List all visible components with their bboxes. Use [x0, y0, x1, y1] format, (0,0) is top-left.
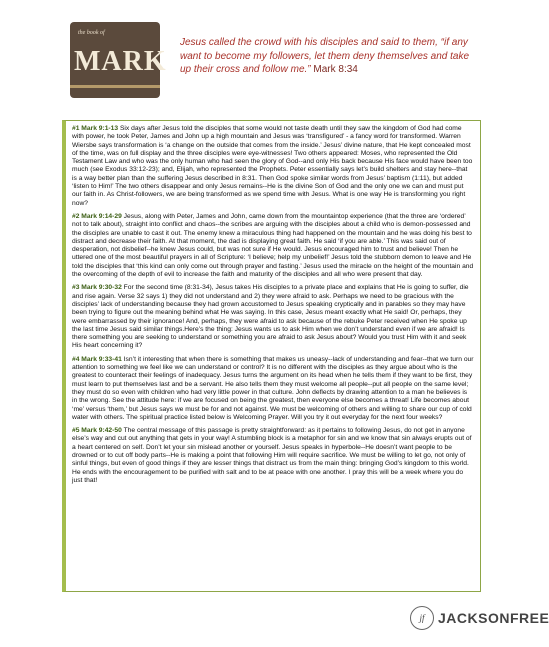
logo-stripe	[70, 85, 160, 88]
logo-title: MARK	[74, 46, 167, 77]
study-4-body: Isn’t it interesting that when there is something that makes us uneasy--lack of understanding and fear--that we turn our attention to something we feel like we can understand or control? It is no different with the disciples as they argue about who is the greatest to counteract their feelings of inadequacy. Jesus turns the argument on its head when he tells them if they want to be first, they must learn to put themselves last and be a servant. He also tells them they must welcome all people--put all people on the same level; they must do so even with children who had very little power in that culture. John deflects by drawing attention to a man he believes is in the wrong. See the attitude here: if we are focused on being the greatest, then everyone else becomes a threat! Life becomes about ‘me’ versus ‘them,’ but Jesus says we must be for and not against. We must be welcoming of others and willing to share our cup of cold water with others. The spiritual practice listed below is Welcoming Prayer. Will you try it out everyday for the next four weeks?	[72, 355, 474, 421]
quote-reference: Mark 8:34	[313, 64, 358, 75]
study-2	[72, 213, 474, 279]
book-of-mark-logo	[70, 22, 167, 98]
study-5	[72, 427, 474, 485]
quote-text: Jesus called the crowd with his disciples and said to them, “if any want to become my followers, let them deny themselves and take up their cross and follow me.”	[180, 37, 470, 75]
study-5-body: The central message of this passage is pretty straightforward: as it pertains to following Jesus, do not get in anyone else’s way and cut out anything that gets in your way! A stumbling block is a metaphor for sin and we know that sin always erupts out of a heart centered on self. Don’t let your sin mislead another or yourself. Jesus speaks in hyperbole--He doesn’t want people to be drowned or to cut off body parts--He is making a point that following Him will require sacrifice. We must be willing to let go, not only of sinful things, but even of good things if they are lesser things that distract us from the main thing: bringing God’s kingdom to this world. He ends with the encouragement to be purified with salt and to be at peace with one another. I pray this will be a week where you do just that!	[72, 427, 472, 484]
study-3-heading: #3 Mark 9:30-32	[72, 284, 122, 292]
study-5-heading: #5 Mark 9:42-50	[72, 427, 122, 435]
study-3	[72, 284, 474, 350]
header-quote	[180, 36, 480, 77]
brand-monogram-icon: jf	[410, 606, 434, 630]
study-4	[72, 356, 474, 422]
study-3-body: For the second time (8:31-34), Jesus takes His disciples to a private place and explains that He is going to suffer, die and rise again. Verse 32 says 1) they did not understand and 2) they were afraid to ask. Perhaps we need to be gracious with the disciples’ lack of understanding because they had grown accustomed to Jesus speaking cryptically and in parables so they may have been trying to figure out the meaning behind what He was saying. In this case, Jesus meant exactly what He said! Or, perhaps, they were embarrassed by their ignorance! And, perhaps, they were afraid to ask because of the rebuke Peter received when He spoke up the last time Jesus said similar things.Here’s the thing: Jesus wants us to ask Him when we don’t understand even if we are afraid! Is there something you are seeking to understand or something you are afraid to ask Jesus about? Would you trust Him with it and seek His heart concerning it?	[72, 284, 469, 350]
study-1-heading: #1 Mark 9:1-13	[72, 125, 119, 132]
study-2-heading: #2 Mark 9:14-29	[72, 212, 122, 220]
logo-subtitle: the book of	[78, 30, 105, 36]
study-1	[72, 125, 474, 208]
jacksonfree-brand	[410, 603, 549, 633]
study-2-body: Jesus, along with Peter, James and John, came down from the mountaintop experience (that the three are ‘ordered’ not to talk about), straight into conflict and chaos--the scribes are arguing with the disciples about a child who is demon-possessed and the disciples are unable to cast it out. The enemy knew a miraculous thing had happened on the mountain and he was doing his best to distract and decrease their faith. At that moment, the dad is displaying great faith. He said ‘if you are able.’ This was said out of desperation, not disbelief--he knew Jesus could, but was not sure if He would. Jesus encouraged him to trust and believe! Then he uttered one of the most beautiful prayers in all of Scripture: ‘I believe; help my unbelief!’ Jesus told the stubborn demon to leave and He told the disciples that ‘this kind can only come out through prayer and fasting.’ Jesus used the miracle on the height of the mountain and the overcoming of the depth of evil to increase the faith and maturity of the disciples and all who were present that day.	[72, 212, 474, 279]
brand-name: JACKSONFREE	[438, 610, 549, 626]
study-1-body: Six days after Jesus told the disciples that some would not taste death until they saw the kingdom of God had come with power, he took Peter, James and John up a high mountain and Jesus was ‘transfigured’ - a fancy word for transformed. Warren Wiersbe says transformation is ‘a change on the outside that comes from the inside.’ Jesus’ divine nature, that He kept concealed most of the time, was on full display and the three disciples were eye-witnesses! Two others appeared: Moses, who represented the Old Testament Law and who was the only human who had seen the glory of God--and only His back because His face would have been too much (see Exodus 33:12-23); and, Elijah, who represented the Prophets. Peter essentially says let’s build shelters and stay here--that is a way better plan than the suffering Jesus described in 8:31. Then God spoke similar words from Jesus’ baptism (1:11), but added ‘listen to Him!’ The two others disappear and only Jesus remains--He is the divine Son of God and the only one we can and must put our faith in. As Christ-followers, we are being transformed as we spend time with Jesus. What is one way He is transforming you right now?	[72, 125, 473, 207]
study-panel	[62, 120, 481, 592]
study-4-heading: #4 Mark 9:33-41	[72, 355, 122, 363]
